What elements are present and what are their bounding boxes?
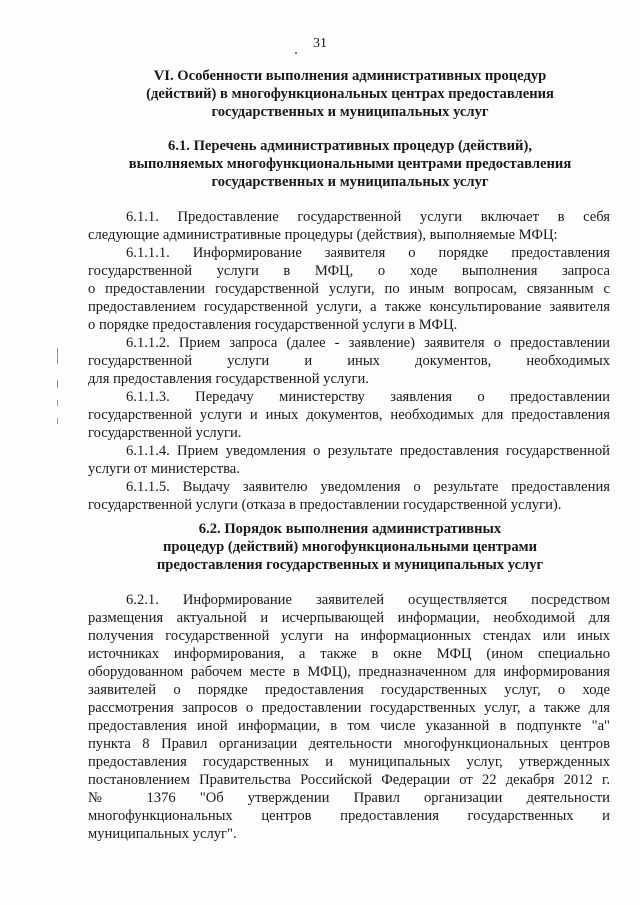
text-line: пункта 8 Правил организации деятельности многофункциональных центров <box>88 736 610 752</box>
text-line: государственной услуги и иных документов, необходимых для предоставления <box>88 407 610 423</box>
text-line: о порядке предоставления государственной услуги в МФЦ. <box>88 317 458 333</box>
text-line: постановлением Правительства Российской Федерации от 22 декабря 2012 г. <box>88 772 610 788</box>
text-line: предоставлением государственной услуги, а также консультирование заявителя <box>88 299 610 315</box>
text-line: 6.1.1.5. Выдачу заявителю уведомления о результате предоставления <box>126 479 610 495</box>
text-line: размещения актуальной и исчерпывающей информации, необходимой для <box>88 610 610 626</box>
text-line: 6.1.1.2. Прием запроса (далее - заявление) заявителя о предоставлении <box>126 335 610 351</box>
page-number: 31 <box>313 36 327 51</box>
paragraph-6-2-1 <box>88 591 610 843</box>
paragraph-6-1-1-3 <box>88 388 610 442</box>
text-line: о предоставлении государственной услуги, по иным вопросам, связанным с <box>88 281 610 297</box>
text-line: получения государственной услуги на информационных стендах или иных <box>88 628 610 644</box>
text-line: 6.1.1.4. Прием уведомления о результате предоставления государственной <box>126 443 610 459</box>
margin-mark <box>57 418 58 424</box>
text-line: муниципальных услуг". <box>88 826 237 842</box>
paragraph-6-1-1 <box>88 208 610 244</box>
margin-mark <box>57 348 58 364</box>
margin-mark <box>57 400 58 406</box>
text-line: услуги от министерства. <box>88 461 240 477</box>
subsection-title-line: 6.2. Порядок выполнения административных <box>198 521 502 537</box>
section-title-line: государственных и муниципальных услуг <box>211 104 489 120</box>
text-line: оборудованном рабочем месте в МФЦ), предназначенном для информирования <box>88 664 610 680</box>
margin-mark <box>57 380 58 388</box>
subsection-title-line: предоставления государственных и муниципальных услуг <box>156 557 544 573</box>
section-title <box>80 67 620 121</box>
subsection-title-line: 6.1. Перечень административных процедур (действий), <box>168 138 532 154</box>
section-title-line: VI. Особенности выполнения административных процедур <box>153 68 547 84</box>
subsection-title-line: государственных и муниципальных услуг <box>211 174 489 190</box>
text-line: рассмотрения запросов о предоставлении государственных услуг, а также для <box>88 700 610 716</box>
subsection-6-1-title <box>80 137 620 191</box>
text-line: 6.2.1. Информирование заявителей осуществляется посредством <box>126 592 610 608</box>
text-line: государственной услуги (отказа в предоставлении государственной услуги). <box>88 497 562 513</box>
text-line: 6.1.1. Предоставление государственной услуги включает в себя <box>126 209 610 225</box>
text-line: предоставления государственных и муниципальных услуг, утвержденных <box>88 754 610 770</box>
text-line: государственной услуги. <box>88 425 242 441</box>
paragraph-6-1-1-2 <box>88 334 610 388</box>
subsection-title-line: процедур (действий) многофункциональными центрами <box>162 539 538 555</box>
text-line: 6.1.1.3. Передачу министерству заявления о предоставлении <box>126 389 610 405</box>
text-line: предоставления иной информации, в том числе указанной в подпункте "а" <box>88 718 610 734</box>
text-line: для предоставления государственной услуги. <box>88 371 369 387</box>
subsection-6-2-title <box>80 520 620 574</box>
subsection-title-line: выполняемых многофункциональными центрами предоставления <box>128 156 572 172</box>
paragraph-6-1-1-4 <box>88 442 610 478</box>
text-line: № 1376 "Об утверждении Правил организации деятельности <box>88 790 610 806</box>
text-line: многофункциональных центров предоставления государственных и <box>88 808 610 824</box>
text-line: заявителей о порядке предоставления государственных услуг, о ходе <box>88 682 610 698</box>
scan-dot <box>295 52 297 54</box>
text-line: 6.1.1.1. Информирование заявителя о порядке предоставления <box>126 245 610 261</box>
text-line: государственной услуги в МФЦ, о ходе выполнения запроса <box>88 263 610 279</box>
section-title-line: (действий) в многофункциональных центрах предоставления <box>146 86 554 102</box>
text-line: государственной услуги и иных документов, необходимых <box>88 353 610 369</box>
paragraph-6-1-1-5 <box>88 478 610 514</box>
paragraph-6-1-1-1 <box>88 244 610 334</box>
text-line: источниках информирования, а также в окне МФЦ (ином специально <box>88 646 610 662</box>
text-line: следующие административные процедуры (действия), выполняемые МФЦ: <box>88 227 558 243</box>
